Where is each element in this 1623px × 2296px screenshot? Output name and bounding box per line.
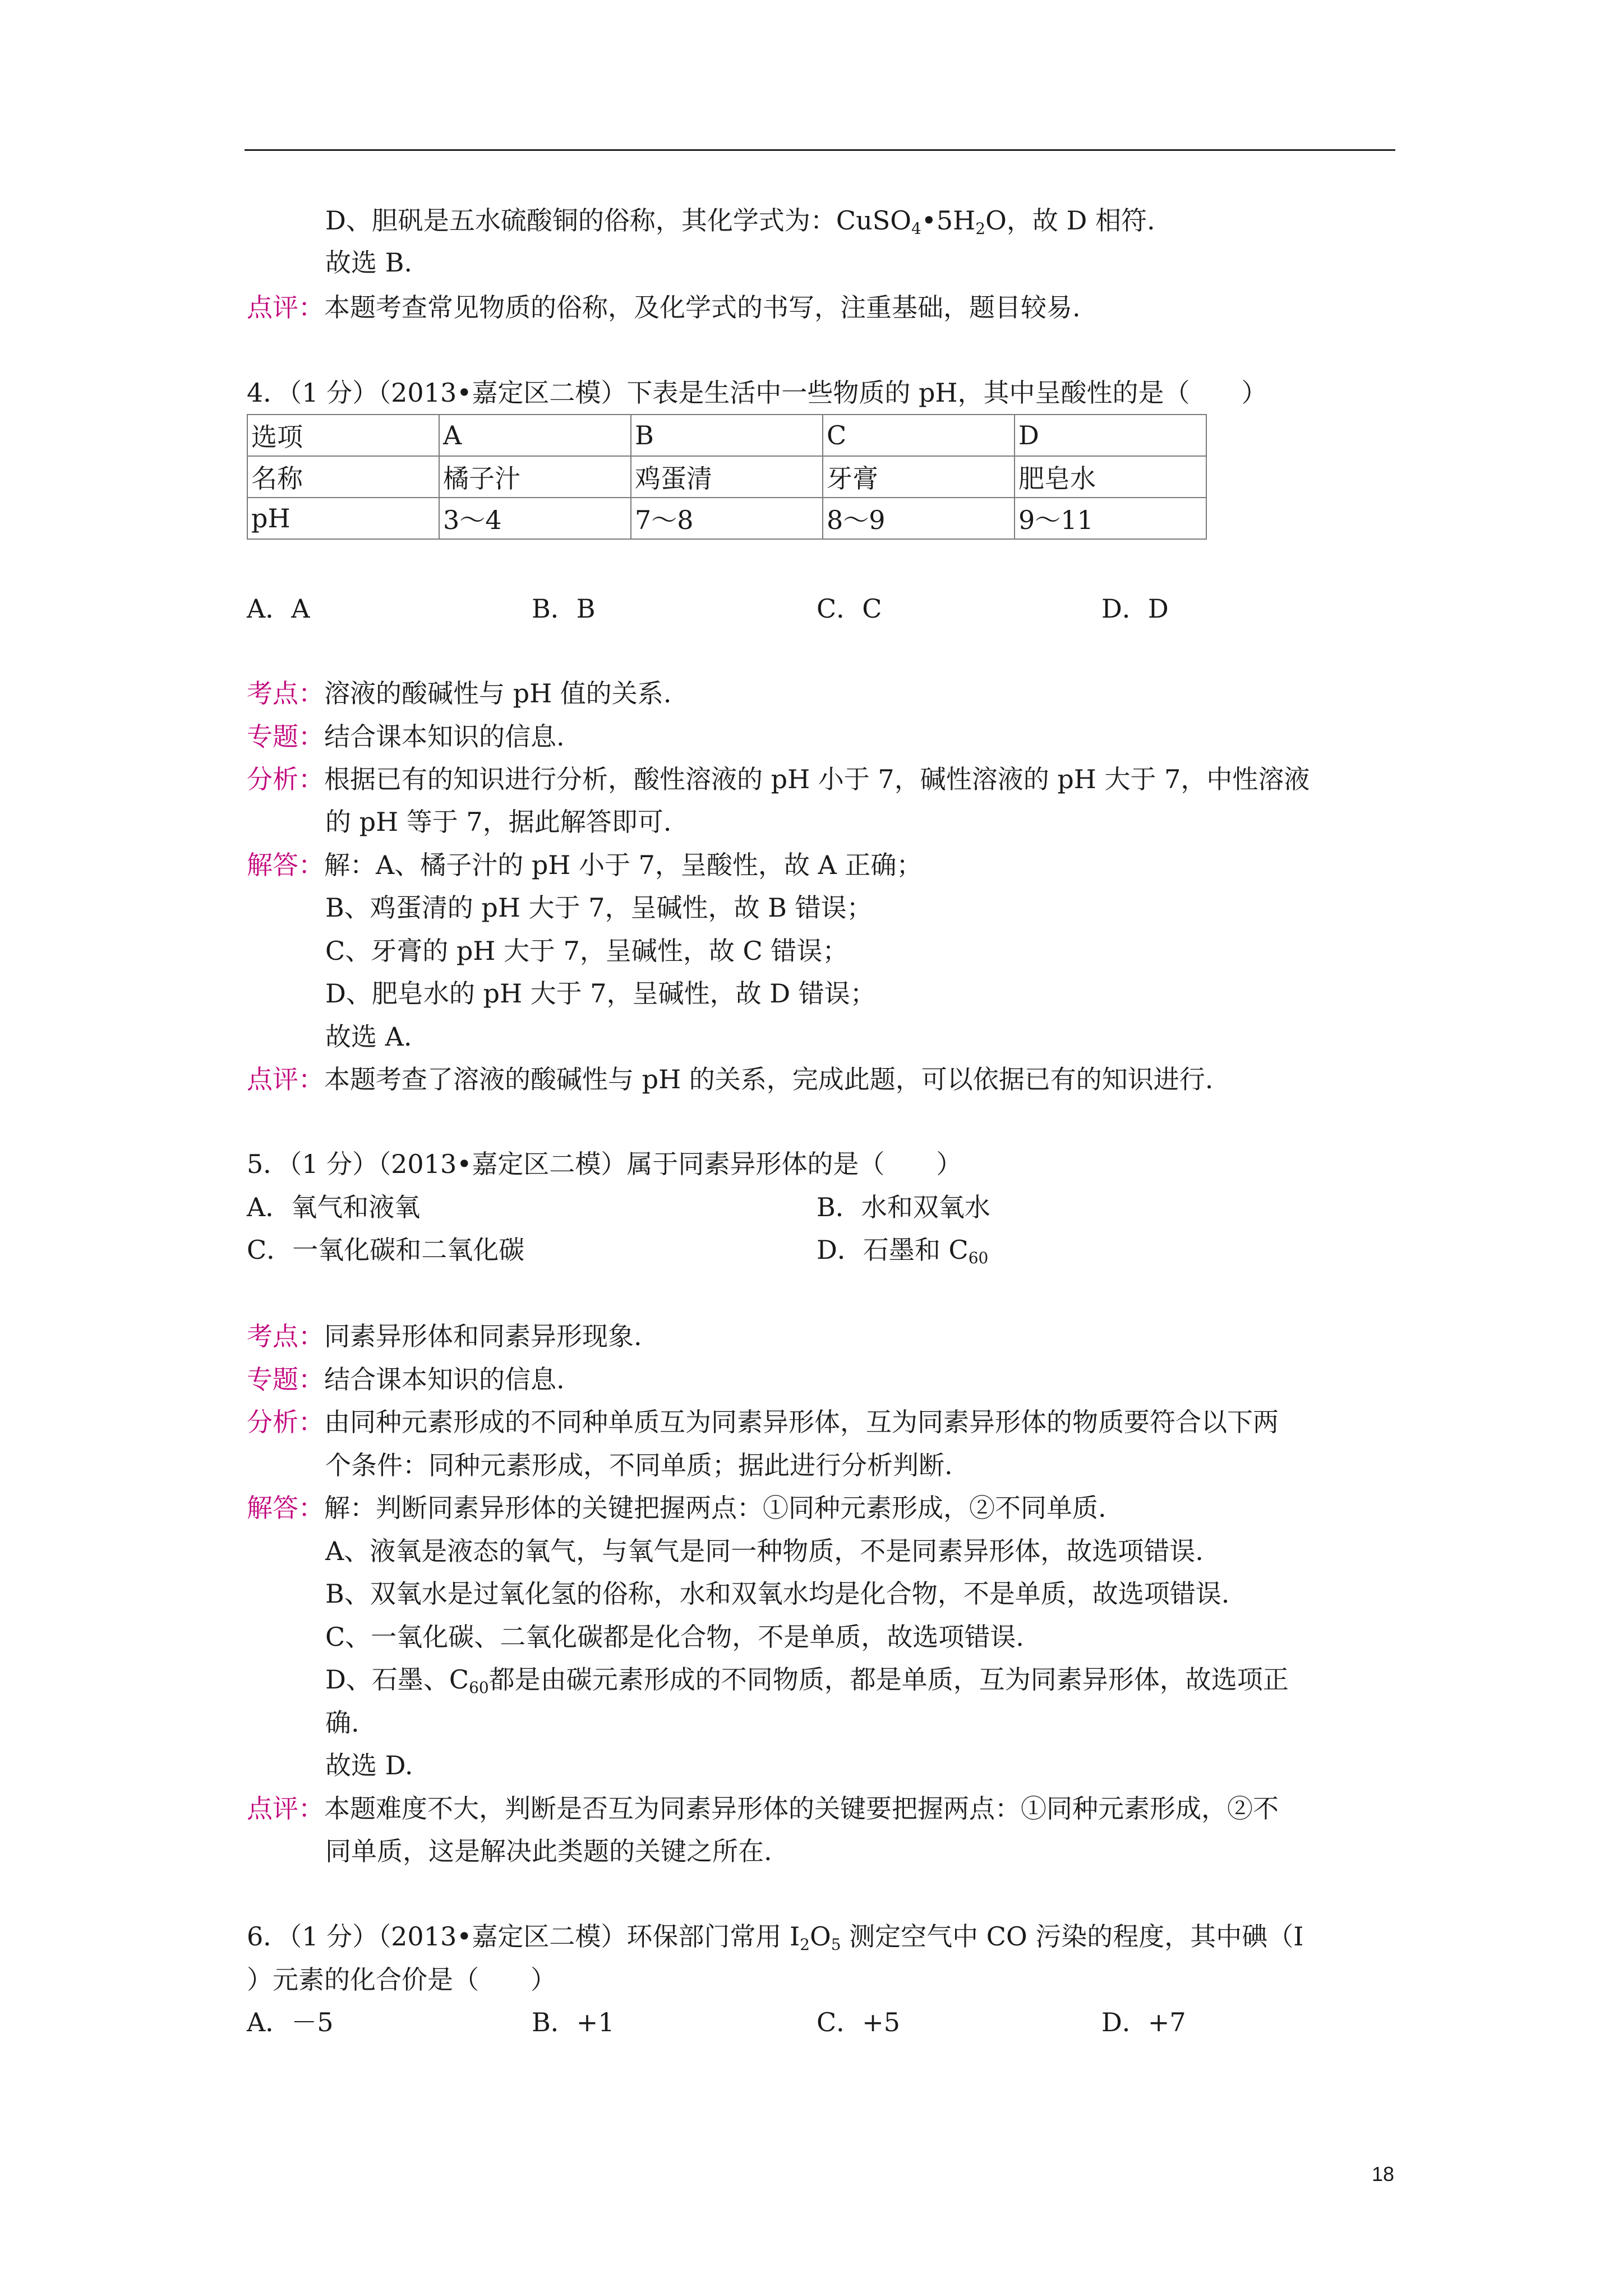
q4-fenxi-cont: 的 pH 等于 7，据此解答即可.	[325, 807, 672, 837]
q5-fenxi-cont: 个条件：同种元素形成，不同单质；据此进行分析判断.	[325, 1450, 953, 1480]
table-cell: C	[823, 415, 1015, 456]
page-number: 18	[1371, 2162, 1394, 2185]
table-cell: 9～11	[1015, 498, 1206, 539]
q6-option-c: C．+5	[817, 2007, 901, 2037]
q5-option-a: A．氧气和液氧	[247, 1192, 421, 1222]
q5-option-b: B．水和双氧水	[817, 1192, 990, 1222]
q4-jieda-choice: 故选 A.	[325, 1022, 412, 1052]
q4-stem: 4．（1 分）（2013•嘉定区二模）下表是生活中一些物质的 pH，其中呈酸性的是（ ）	[247, 378, 1267, 408]
q6-stem-cont: ）元素的化合价是（ ）	[247, 1964, 556, 1995]
prev-choice: 故选 B.	[325, 247, 413, 278]
table-cell: D	[1015, 415, 1206, 456]
q5-jieda-d-cont: 确.	[325, 1708, 359, 1738]
q5-stem: 5．（1 分）（2013•嘉定区二模）属于同素异形体的是（ ）	[247, 1149, 962, 1179]
table-cell: 鸡蛋清	[631, 456, 823, 498]
ph-table	[247, 414, 1207, 540]
q5-option-c: C．一氧化碳和二氧化碳	[247, 1235, 525, 1265]
header-rule	[245, 149, 1395, 151]
q5-dianping-cont: 同单质，这是解决此类题的关键之所在.	[325, 1836, 772, 1866]
q6-option-b: B．+1	[532, 2007, 615, 2037]
q5-jieda: 解答：解：判断同素异形体的关键把握两点：①同种元素形成，②不同单质.	[247, 1493, 1106, 1523]
q5-jieda-a: A、液氧是液态的氧气，与氧气是同一种物质，不是同素异形体，故选项错误.	[325, 1536, 1204, 1566]
q5-jieda-d: D、石墨、$C_{60}$都是由碳元素形成的不同物质，都是单质，互为同素异形体，故选项正	[325, 1664, 1289, 1697]
q4-fenxi: 分析：根据已有的知识进行分析，酸性溶液的 pH 小于 7，碱性溶液的 pH 大于 7，中性溶液	[247, 764, 1310, 794]
q4-dianping: 点评：本题考查了溶液的酸碱性与 pH 的关系，完成此题，可以依据已有的知识进行.	[247, 1064, 1214, 1094]
table-cell: 橘子汁	[439, 456, 631, 498]
table-cell: 肥皂水	[1015, 456, 1206, 498]
q4-jieda-c: C、牙膏的 pH 大于 7，呈碱性，故 C 错误；	[325, 936, 849, 966]
q4-option-b: B．B	[532, 593, 596, 624]
q4-option-d: D．D	[1101, 593, 1169, 624]
table-cell: B	[631, 415, 823, 456]
prev-answer-d: D、胆矾是五水硫酸铜的俗称，其化学式为：$CuSO_4•5H_2O$，故 D 相符.	[325, 205, 1155, 238]
q5-jieda-c: C、一氧化碳、二氧化碳都是化合物，不是单质，故选项错误.	[325, 1622, 1024, 1652]
table-cell: 3～4	[439, 498, 631, 539]
q5-option-d: D．石墨和 $C_{60}$	[817, 1235, 989, 1267]
q5-kaodian: 考点：同素异形体和同素异形现象.	[247, 1321, 642, 1351]
q6-option-d: D．+7	[1101, 2007, 1186, 2037]
q4-jieda: 解答：解：A、橘子汁的 pH 小于 7，呈酸性，故 A 正确；	[247, 850, 923, 880]
q4-jieda-b: B、鸡蛋清的 pH 大于 7，呈碱性，故 B 错误；	[325, 892, 873, 923]
table-row	[247, 415, 1206, 456]
q4-option-c: C．C	[817, 593, 882, 624]
table-cell: A	[439, 415, 631, 456]
q6-option-a: A．－5	[247, 2007, 334, 2037]
table-cell: pH	[247, 498, 439, 539]
table-cell: 7～8	[631, 498, 823, 539]
table-row	[247, 456, 1206, 498]
table-cell: 选项	[247, 415, 439, 456]
q6-stem: 6．（1 分）（2013•嘉定区二模）环保部门常用 $I_2O_5$ 测定空气中 CO 污染的程度，其中碘（I	[247, 1921, 1304, 1954]
table-cell: 牙膏	[823, 456, 1015, 498]
q4-jieda-d: D、肥皂水的 pH 大于 7，呈碱性，故 D 错误；	[325, 978, 876, 1009]
comment-label: 点评：	[247, 292, 324, 323]
q5-jieda-choice: 故选 D.	[325, 1750, 413, 1780]
q4-option-a: A．A	[247, 593, 310, 624]
q5-jieda-b: B、双氧水是过氧化氢的俗称，水和双氧水均是化合物，不是单质，故选项错误.	[325, 1579, 1230, 1609]
q5-dianping: 点评：本题难度不大，判断是否互为同素异形体的关键要把握两点：①同种元素形成，②不	[247, 1793, 1279, 1824]
table-cell: 8～9	[823, 498, 1015, 539]
prev-comment: 点评：本题考查常见物质的俗称，及化学式的书写，注重基础，题目较易.	[247, 292, 1081, 323]
table-row	[247, 498, 1206, 539]
q4-kaodian: 考点：溶液的酸碱性与 pH 值的关系.	[247, 678, 672, 708]
table-cell: 名称	[247, 456, 439, 498]
q5-fenxi: 分析：由同种元素形成的不同种单质互为同素异形体，互为同素异形体的物质要符合以下两	[247, 1407, 1279, 1437]
q4-zhuanti: 专题：结合课本知识的信息.	[247, 721, 565, 752]
q5-zhuanti: 专题：结合课本知识的信息.	[247, 1364, 565, 1395]
